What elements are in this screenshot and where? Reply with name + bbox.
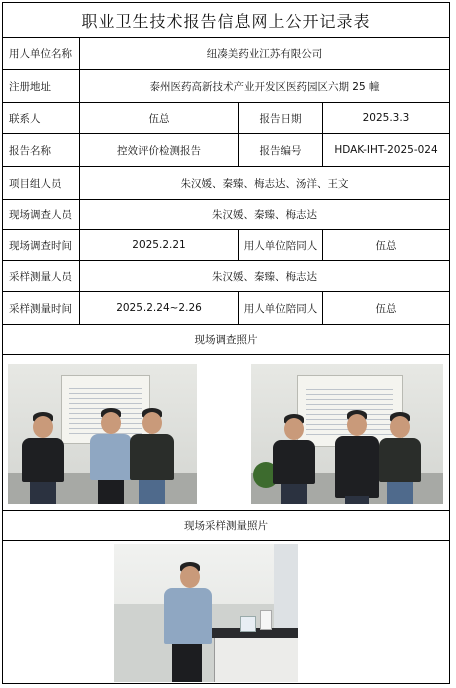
address-label: 注册地址 (3, 70, 80, 102)
employer-label: 用人单位名称 (3, 37, 80, 69)
row-address (3, 70, 449, 103)
sampling-photo (114, 544, 298, 682)
survey-escort-label: 用人单位陪同人 (239, 230, 323, 260)
row-survey-staff (3, 200, 449, 230)
report-number-value: HDAK-IHT-2025-024 (334, 144, 438, 156)
sampling-staff-value: 朱汉媛、秦臻、梅志达 (212, 270, 317, 283)
sampling-photos-title: 现场采样测量照片 (3, 511, 449, 541)
employer-value: 纽凑美药业江苏有限公司 (206, 47, 323, 60)
survey-photo-2 (251, 364, 443, 504)
sampling-escort-value: 伍总 (375, 302, 397, 315)
row-employer (3, 37, 449, 70)
survey-photos-area (3, 355, 449, 511)
report-date-value: 2025.3.3 (362, 112, 410, 124)
survey-staff-value: 朱汉媛、秦臻、梅志达 (212, 209, 317, 221)
report-number-label: 报告编号 (239, 134, 323, 166)
row-survey-time (3, 230, 449, 261)
row-members (3, 167, 449, 200)
row-sampling-staff (3, 261, 449, 292)
contact-label: 联系人 (3, 103, 80, 133)
members-value: 朱汉媛、秦臻、梅志达、汤洋、王文 (180, 177, 349, 190)
sampling-time-label: 采样测量时间 (3, 292, 80, 324)
row-sampling-time (3, 292, 449, 325)
report-name-label: 报告名称 (3, 134, 80, 166)
survey-photo-1 (8, 364, 197, 504)
report-name-value: 控效评价检测报告 (80, 134, 239, 166)
address-value: 泰州医药高新技术产业开发区医药园区六期 25 幢 (149, 80, 380, 93)
survey-time-value: 2025.2.21 (80, 230, 239, 260)
row-contact (3, 103, 449, 134)
survey-time-label: 现场调查时间 (3, 230, 80, 260)
members-label: 项目组人员 (3, 167, 80, 199)
row-report (3, 134, 449, 167)
sampling-escort-label: 用人单位陪同人 (239, 292, 323, 324)
sampling-time-value: 2025.2.24~2.26 (80, 292, 239, 324)
contact-value: 伍总 (80, 103, 239, 133)
survey-staff-label: 现场调查人员 (3, 200, 80, 229)
survey-photos-title: 现场调查照片 (3, 325, 449, 355)
survey-escort-value: 伍总 (375, 239, 397, 252)
record-form (2, 2, 450, 684)
sampling-staff-label: 采样测量人员 (3, 261, 80, 291)
form-title: 职业卫生技术报告信息网上公开记录表 (3, 3, 449, 38)
report-date-label: 报告日期 (239, 103, 323, 133)
